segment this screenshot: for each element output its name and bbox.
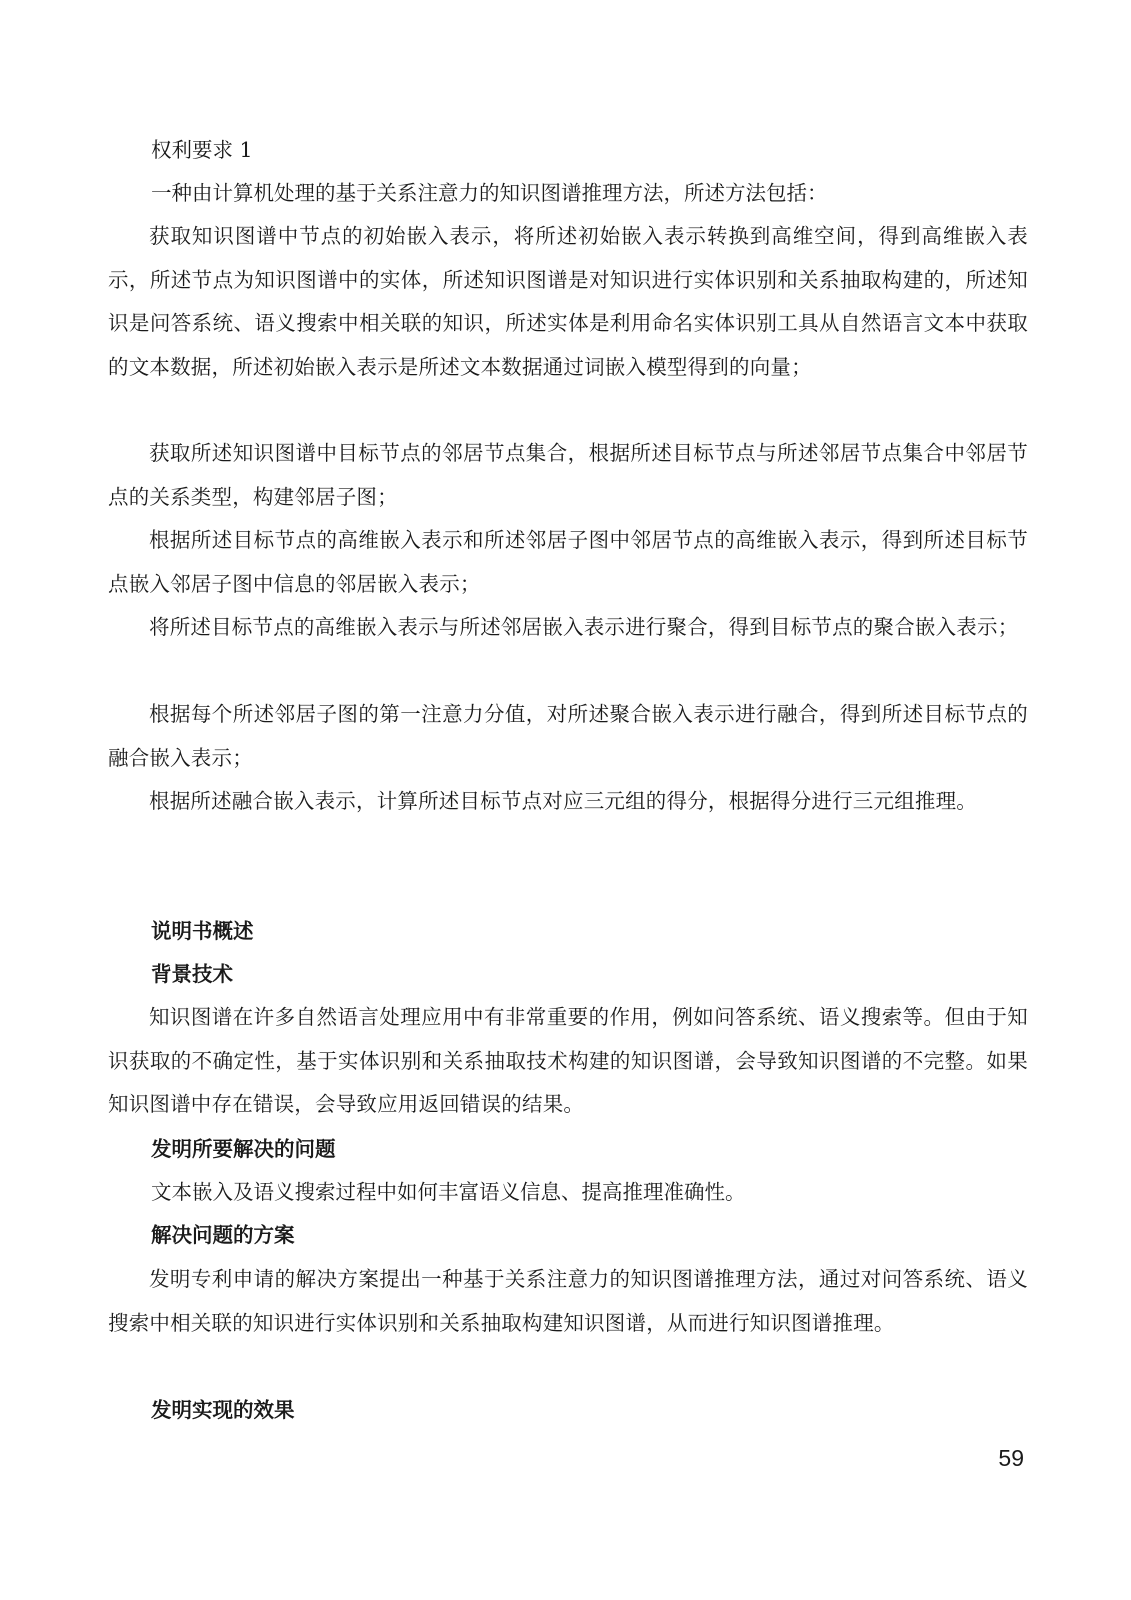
claim-step-5: 根据每个所述邻居子图的第一注意力分值，对所述聚合嵌入表示进行融合，得到所述目标节点的融合嵌入表示； xyxy=(108,702,1028,770)
summary-title: 说明书概述 xyxy=(151,919,254,943)
claim-step-1: 获取知识图谱中节点的初始嵌入表示，将所述初始嵌入表示转换到高维空间，得到高维嵌入表示，所述节点为知识图谱中的实体，所述知识图谱是对知识进行实体识别和关系抽取构建的，所述知识是问答系统、语义搜索中相关联的知识，所述实体是利用命名实体识别工具从自然语言文本中获取的文本数据，所述初始嵌入表示是所述文本数据通过词嵌入模型得到的向量； xyxy=(108,224,1028,379)
claim-title: 权利要求 1 xyxy=(151,138,253,162)
claim-step-4: 将所述目标节点的高维嵌入表示与所述邻居嵌入表示进行聚合，得到目标节点的聚合嵌入表示； xyxy=(149,615,1019,639)
claim-step-3: 根据所述目标节点的高维嵌入表示和所述邻居子图中邻居节点的高维嵌入表示，得到所述目标节点嵌入邻居子图中信息的邻居嵌入表示； xyxy=(108,528,1028,596)
problem-text: 文本嵌入及语义搜索过程中如何丰富语义信息、提高推理准确性。 xyxy=(151,1180,746,1204)
solution-text: 发明专利申请的解决方案提出一种基于关系注意力的知识图谱推理方法，通过对问答系统、语义搜索中相关联的知识进行实体识别和关系抽取构建知识图谱，从而进行知识图谱推理。 xyxy=(108,1267,1028,1335)
background-text: 知识图谱在许多自然语言处理应用中有非常重要的作用，例如问答系统、语义搜索等。但由于知识获取的不确定性，基于实体识别和关系抽取技术构建的知识图谱，会导致知识图谱的不完整。如果知识图谱中存在错误，会导致应用返回错误的结果。 xyxy=(108,1005,1028,1116)
claim-intro: 一种由计算机处理的基于关系注意力的知识图谱推理方法，所述方法包括： xyxy=(151,181,828,205)
solution-heading: 解决问题的方案 xyxy=(151,1223,295,1247)
claim-step-2: 获取所述知识图谱中目标节点的邻居节点集合，根据所述目标节点与所述邻居节点集合中邻居节点的关系类型，构建邻居子图； xyxy=(108,441,1028,509)
background-heading: 背景技术 xyxy=(151,962,233,986)
problem-heading: 发明所要解决的问题 xyxy=(151,1137,336,1161)
page-number: 59 xyxy=(998,1445,1024,1471)
effect-heading: 发明实现的效果 xyxy=(151,1398,295,1422)
claim-step-6: 根据所述融合嵌入表示，计算所述目标节点对应三元组的得分，根据得分进行三元组推理。 xyxy=(149,789,977,813)
